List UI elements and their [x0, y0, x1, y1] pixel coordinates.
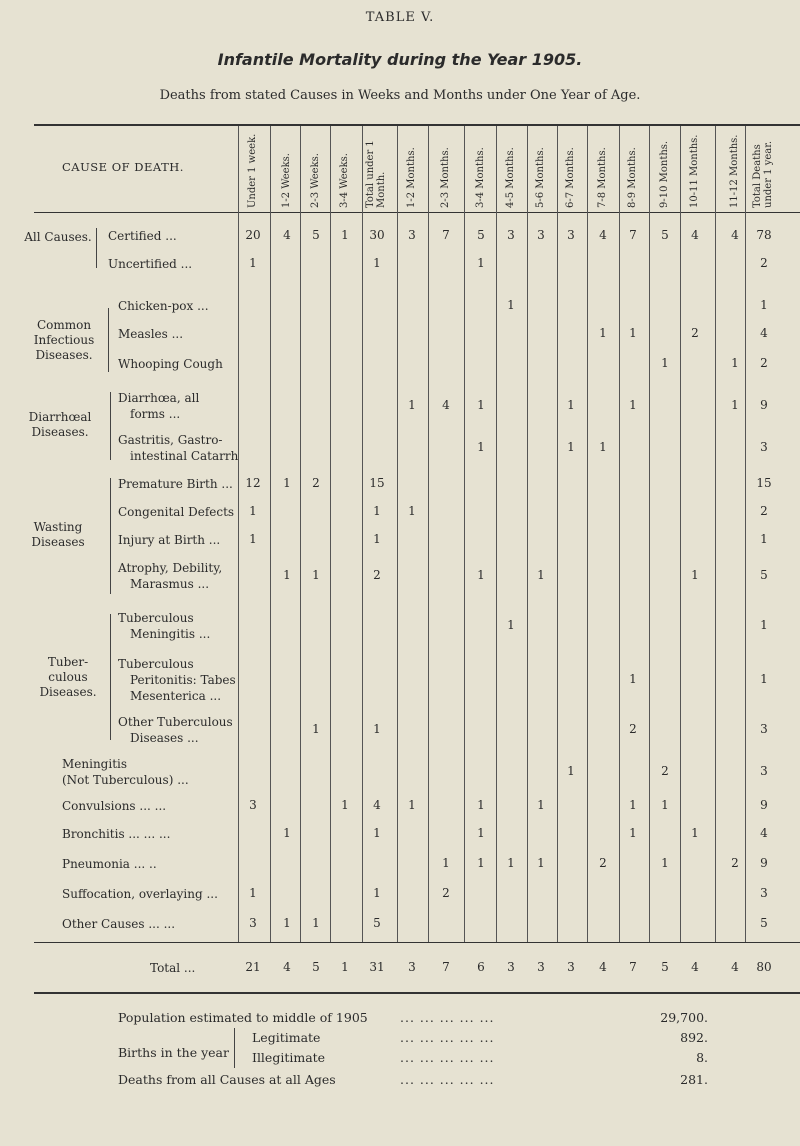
table-top-rule: [34, 124, 800, 126]
value-cell: 4: [599, 228, 607, 242]
value-cell: 3: [249, 798, 257, 812]
brace-births: [234, 1028, 235, 1068]
value-cell: 1: [507, 298, 515, 312]
cause-label-line: (Not Tuberculous) ...: [62, 773, 189, 787]
cause-label-line: Bronchitis ... ... ...: [62, 827, 171, 841]
total-cell: 6: [477, 960, 485, 974]
value-cell: 1: [477, 568, 485, 582]
value-cell: 1: [629, 826, 637, 840]
column-header: 2-3 Months.: [440, 147, 451, 208]
value-cell: 4: [283, 228, 291, 242]
legitimate-dots: ... ... ... ... ...: [400, 1030, 495, 1045]
column-header: Total Deaths under 1 year.: [752, 140, 774, 208]
value-cell: 1: [691, 826, 699, 840]
column-divider: [649, 126, 650, 942]
total-cell: 1: [341, 960, 349, 974]
value-cell: 1: [283, 476, 291, 490]
header-rule: [34, 212, 800, 213]
cause-label-line: Mesenterica ...: [130, 689, 222, 703]
value-cell: 1: [249, 504, 257, 518]
value-cell: 1: [567, 398, 575, 412]
value-cell: 1: [731, 356, 739, 370]
column-divider: [496, 126, 497, 942]
cause-label: [118, 390, 199, 422]
group-wasting: Wasting Diseases: [31, 520, 85, 549]
value-cell: 4: [691, 228, 699, 242]
column-divider: [619, 126, 620, 942]
value-cell: 5: [760, 916, 768, 930]
column-divider: [745, 126, 746, 942]
value-cell: 2: [312, 476, 320, 490]
value-cell: 2: [691, 326, 699, 340]
value-cell: 1: [629, 798, 637, 812]
value-cell: 1: [661, 856, 669, 870]
total-cell: 5: [661, 960, 669, 974]
value-cell: 2: [731, 856, 739, 870]
cause-label-line: Convulsions ... ...: [62, 799, 167, 813]
value-cell: 1: [731, 398, 739, 412]
value-cell: 2: [442, 886, 450, 900]
value-cell: 1: [249, 532, 257, 546]
total-cell: 3: [507, 960, 515, 974]
value-cell: 30: [369, 228, 385, 242]
value-cell: 3: [249, 916, 257, 930]
total-cell: 3: [408, 960, 416, 974]
value-cell: 3: [507, 228, 515, 242]
legitimate-label: Legitimate: [252, 1030, 321, 1045]
illegitimate-value: 8.: [696, 1050, 708, 1065]
value-cell: 1: [760, 298, 768, 312]
value-cell: 1: [477, 856, 485, 870]
value-cell: 5: [477, 228, 485, 242]
value-cell: 2: [629, 722, 637, 736]
brace-all-causes: [96, 228, 97, 268]
cause-label: [108, 228, 177, 244]
cause-label-line: Congenital Defects: [118, 505, 235, 519]
value-cell: 1: [408, 398, 416, 412]
value-cell: 4: [373, 798, 381, 812]
value-cell: 2: [373, 568, 381, 582]
value-cell: 5: [373, 916, 381, 930]
value-cell: 1: [477, 440, 485, 454]
column-header: 3-4 Weeks.: [339, 153, 350, 208]
value-cell: 1: [599, 326, 607, 340]
brace-diarrhoeal: [110, 392, 111, 460]
column-header: 7-8 Months.: [597, 147, 608, 208]
value-cell: 1: [249, 886, 257, 900]
value-cell: 4: [731, 228, 739, 242]
cause-label-line: Pneumonia ... ..: [62, 857, 157, 871]
cause-label-line: Whooping Cough: [118, 357, 223, 371]
column-header: 1-2 Months.: [406, 147, 417, 208]
value-cell: 1: [760, 672, 768, 686]
value-cell: 5: [312, 228, 320, 242]
value-cell: 15: [369, 476, 385, 490]
value-cell: 7: [629, 228, 637, 242]
deaths-dots: ... ... ... ... ...: [400, 1072, 495, 1087]
cause-label: [118, 714, 233, 746]
cause-column-header: CAUSE OF DEATH.: [62, 160, 184, 174]
column-header: 3-4 Months.: [475, 147, 486, 208]
value-cell: 7: [442, 228, 450, 242]
brace-common-infectious: [108, 308, 109, 372]
column-header: 9-10 Months.: [659, 140, 670, 208]
total-cell: 4: [283, 960, 291, 974]
value-cell: 1: [691, 568, 699, 582]
column-header: 8-9 Months.: [627, 147, 638, 208]
value-cell: 4: [442, 398, 450, 412]
value-cell: 5: [760, 568, 768, 582]
value-cell: 3: [760, 722, 768, 736]
cause-label-line: Tuberculous: [118, 657, 194, 671]
total-top-rule: [34, 942, 800, 943]
group-common-infectious: Common Infectious Diseases.: [33, 318, 95, 362]
deaths-label: Deaths from all Causes at all Ages: [118, 1072, 336, 1087]
value-cell: 1: [312, 568, 320, 582]
value-cell: 1: [477, 256, 485, 270]
value-cell: 1: [507, 618, 515, 632]
total-cell: 4: [691, 960, 699, 974]
cause-label: [62, 798, 166, 814]
value-cell: 1: [629, 398, 637, 412]
column-divider: [270, 126, 271, 942]
column-header: 5-6 Months.: [535, 147, 546, 208]
population-value: 29,700.: [660, 1010, 708, 1025]
column-divider: [397, 126, 398, 942]
value-cell: 1: [661, 798, 669, 812]
cause-label: [62, 916, 175, 932]
cause-label: [108, 256, 192, 272]
value-cell: 4: [760, 826, 768, 840]
illegitimate-label: Illegitimate: [252, 1050, 326, 1065]
value-cell: 1: [477, 398, 485, 412]
column-header: 4-5 Months.: [505, 147, 516, 208]
cause-label-line: Measles ...: [118, 327, 184, 341]
value-cell: 1: [373, 256, 381, 270]
value-cell: 3: [408, 228, 416, 242]
column-divider: [715, 126, 716, 942]
total-cell: 4: [599, 960, 607, 974]
cause-label-line: Marasmus ...: [130, 577, 210, 591]
cause-label-line: Diseases ...: [130, 731, 199, 745]
cause-label-line: Chicken-pox ...: [118, 299, 209, 313]
value-cell: 1: [373, 826, 381, 840]
population-dots: ... ... ... ... ...: [400, 1010, 495, 1025]
value-cell: 9: [760, 398, 768, 412]
cause-label-line: forms ...: [130, 407, 181, 421]
value-cell: 1: [661, 356, 669, 370]
legitimate-value: 892.: [680, 1030, 708, 1045]
total-cell: 7: [442, 960, 450, 974]
cause-label: [118, 656, 236, 704]
cause-label-line: Tuberculous: [118, 611, 194, 625]
value-cell: 15: [756, 476, 772, 490]
value-cell: 3: [760, 440, 768, 454]
value-cell: 1: [341, 228, 349, 242]
cause-label-line: Injury at Birth ...: [118, 533, 221, 547]
cause-label: [118, 326, 183, 342]
cause-label-line: Certified ...: [108, 229, 177, 243]
column-divider: [428, 126, 429, 942]
column-header: 6-7 Months.: [565, 147, 576, 208]
value-cell: 1: [312, 722, 320, 736]
total-cell: 21: [245, 960, 261, 974]
value-cell: 9: [760, 856, 768, 870]
value-cell: 2: [760, 256, 768, 270]
value-cell: 9: [760, 798, 768, 812]
cause-label-line: Diarrhœa, all: [118, 391, 200, 405]
column-divider: [300, 126, 301, 942]
deaths-value: 281.: [680, 1072, 708, 1087]
column-divider: [587, 126, 588, 942]
value-cell: 3: [567, 228, 575, 242]
total-cell: 5: [312, 960, 320, 974]
value-cell: 1: [408, 798, 416, 812]
column-divider: [330, 126, 331, 942]
brace-tuberculous: [110, 614, 111, 740]
value-cell: 1: [283, 826, 291, 840]
cause-label: [62, 886, 218, 902]
cause-label: [118, 476, 233, 492]
value-cell: 2: [661, 764, 669, 778]
value-cell: 2: [760, 504, 768, 518]
column-divider: [464, 126, 465, 942]
cause-label: [118, 504, 234, 520]
page-title: TABLE V.: [365, 10, 435, 25]
cause-label-line: Other Tuberculous: [118, 715, 233, 729]
value-cell: 1: [537, 568, 545, 582]
value-cell: 1: [567, 764, 575, 778]
total-cell: 4: [731, 960, 739, 974]
brace-wasting: [110, 478, 111, 594]
cause-label-line: intestinal Catarrh: [130, 449, 239, 463]
cause-label-line: Peritonitis: Tabes: [130, 673, 236, 687]
value-cell: 1: [442, 856, 450, 870]
value-cell: 1: [537, 798, 545, 812]
value-cell: 5: [661, 228, 669, 242]
value-cell: 1: [760, 532, 768, 546]
cause-label-line: Total ...: [150, 961, 196, 975]
cause-label: [118, 432, 238, 464]
column-divider: [527, 126, 528, 942]
value-cell: 1: [629, 326, 637, 340]
value-cell: 1: [408, 504, 416, 518]
cause-label-line: Gastritis, Gastro-: [118, 433, 223, 447]
value-cell: 1: [629, 672, 637, 686]
cause-label: [118, 532, 220, 548]
value-cell: 3: [760, 886, 768, 900]
cause-label: [118, 610, 210, 642]
births-label: Births in the year: [118, 1045, 229, 1060]
column-header: 2-3 Weeks.: [310, 153, 321, 208]
subtitle: Deaths from stated Causes in Weeks and Months under One Year of Age.: [159, 88, 641, 103]
value-cell: 1: [341, 798, 349, 812]
column-divider: [557, 126, 558, 942]
cause-label: [62, 756, 189, 788]
cause-label: [62, 826, 170, 842]
column-header: 10-11 Months.: [689, 134, 700, 208]
cause-label-line: Uncertified ...: [108, 257, 193, 271]
value-cell: 78: [756, 228, 772, 242]
illegitimate-dots: ... ... ... ... ...: [400, 1050, 495, 1065]
total-cell: 31: [369, 960, 385, 974]
column-header: 1-2 Weeks.: [281, 153, 292, 208]
value-cell: 1: [477, 798, 485, 812]
value-cell: 2: [760, 356, 768, 370]
main-title: Infantile Mortality during the Year 1905.: [217, 50, 583, 69]
value-cell: 1: [373, 722, 381, 736]
value-cell: 2: [599, 856, 607, 870]
group-tuberculous: Tuber-culous Diseases.: [39, 655, 97, 699]
value-cell: 1: [283, 916, 291, 930]
cause-label: [118, 298, 209, 314]
value-cell: 1: [373, 504, 381, 518]
value-cell: 1: [312, 916, 320, 930]
value-cell: 1: [567, 440, 575, 454]
total-cell: 3: [567, 960, 575, 974]
table-bottom-rule: [34, 992, 800, 994]
cause-label-line: Meningitis: [62, 757, 128, 771]
cause-label-line: Atrophy, Debility,: [118, 561, 223, 575]
group-diarrhoeal: Diarrhœal Diseases.: [28, 410, 92, 439]
value-cell: 1: [373, 886, 381, 900]
cause-label-line: Suffocation, overlaying ...: [62, 887, 218, 901]
value-cell: 3: [760, 764, 768, 778]
value-cell: 4: [760, 326, 768, 340]
value-cell: 1: [373, 532, 381, 546]
cause-label: [118, 560, 222, 592]
total-cell: 7: [629, 960, 637, 974]
value-cell: 12: [245, 476, 261, 490]
cause-label-line: Other Causes ... ...: [62, 917, 176, 931]
value-cell: 1: [537, 856, 545, 870]
value-cell: 1: [477, 826, 485, 840]
cause-label-line: Premature Birth ...: [118, 477, 233, 491]
column-header: 11-12 Months.: [729, 134, 740, 208]
total-row-label: [150, 960, 195, 976]
value-cell: 1: [249, 256, 257, 270]
total-cell: 3: [537, 960, 545, 974]
value-cell: 1: [760, 618, 768, 632]
value-cell: 1: [507, 856, 515, 870]
cause-label: [62, 856, 157, 872]
value-cell: 20: [245, 228, 261, 242]
population-label: Population estimated to middle of 1905: [118, 1010, 368, 1025]
value-cell: 1: [283, 568, 291, 582]
cause-label-line: Meningitis ...: [130, 627, 211, 641]
column-header: Under 1 week.: [247, 133, 258, 208]
column-header: Total under 1 Month.: [365, 140, 387, 208]
cause-label: [118, 356, 223, 372]
group-all-causes: All Causes.: [24, 230, 92, 244]
total-cell: 80: [756, 960, 772, 974]
value-cell: 1: [599, 440, 607, 454]
column-divider: [680, 126, 681, 942]
value-cell: 3: [537, 228, 545, 242]
